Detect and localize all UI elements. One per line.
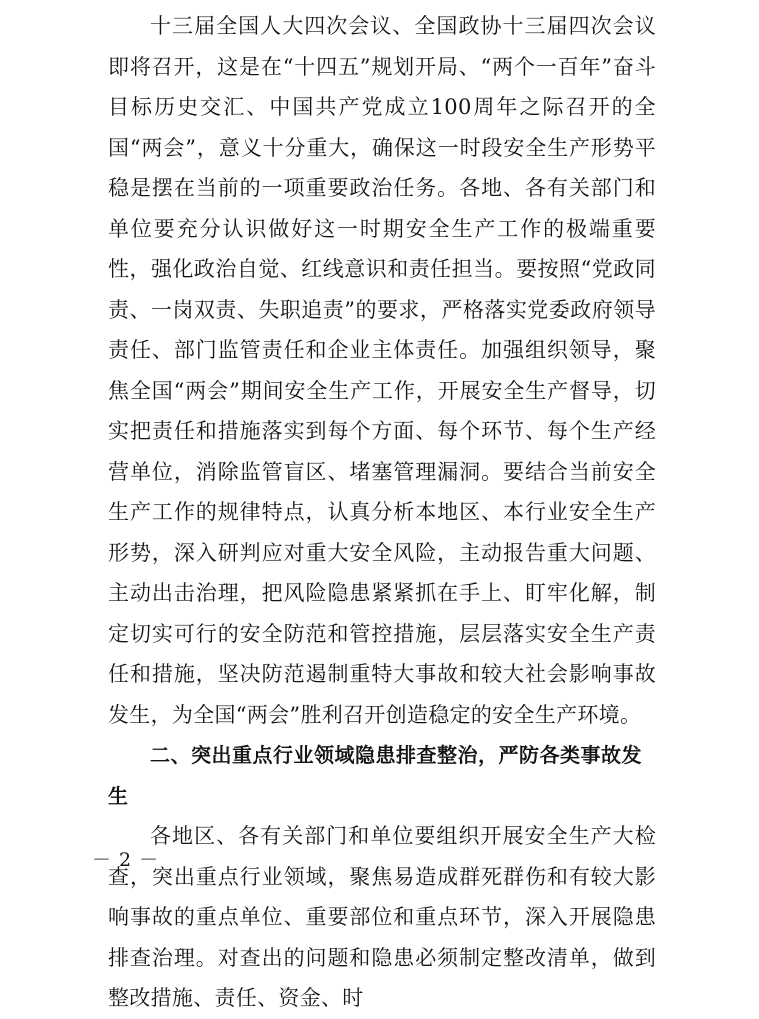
page-number: － 2 －	[92, 849, 160, 871]
paragraph-hazard-inspection: 各地区、各有关部门和单位要组织开展安全生产大检查，突出重点行业领域，聚焦易造成群死群伤和有较大影响事故的重点单位、重要部位和重点环节，深入开展隐患排查治理。对查出的问题和隐患必须制定整改清单，做到整改措施、责任、资金、时	[108, 824, 656, 1010]
section-heading-2: 二、突出重点行业领域隐患排查整治，严防各类事故发生	[108, 743, 642, 808]
paragraph-two-sessions-safety: 十三届全国人大四次会议、全国政协十三届四次会议即将召开，这是在“十四五”规划开局、“两个一百年”奋斗目标历史交汇、中国共产党成立100周年之际召开的全国“两会”，意义十分重大，确保这一时段安全生产形势平稳是摆在当前的一项重要政治任务。各地、各有关部门和单位要充分认识做好这一时期安全生产工作的极端重要性，强化政治自觉、红线意识和责任担当。要按照“党政同责、一岗双责、失职追责”的要求，严格落实党委政府领导责任、部门监管责任和企业主体责任。加强组织领导，聚焦全国“两会”期间安全生产工作，开展安全生产督导，切实把责任和措施落实到每个方面、每个环节、每个生产经营单位，消除监管盲区、堵塞管理漏洞。要结合当前安全生产工作的规律特点，认真分析本地区、本行业安全生产形势，深入研判应对重大安全风险，主动报告重大问题、主动出击治理，把风险隐患紧紧抓在手上、盯牢化解，制定切实可行的安全防范和管控措施，层层落实安全生产责任和措施，坚决防范遏制重特大事故和较大社会影响事故发生，为全国“两会”胜利召开创造稳定的安全生产环境。	[108, 14, 656, 727]
document-body	[108, 6, 656, 1019]
